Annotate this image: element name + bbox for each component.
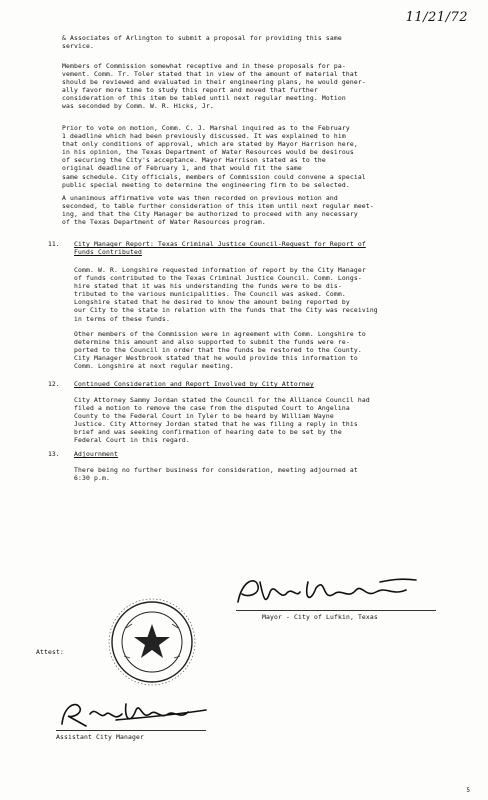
item-11-paragraph-2: Other members of the Commission were in agreement with Comm. Longshire to determine this amount and also supported to submit the funds were re- ported to the Council in order that the funds be restored to the County. City Manager Westbrook stated that he would provide this information to Comm. Longshire at next regular meeting. xyxy=(74,330,366,371)
item-12-paragraph: City Attorney Sammy Jordan stated the Council for the Alliance Council had filed a motion to remove the case from the disputed Court to Angelina County to the Federal Court in Tyler to be heard by William Wayne Justice. City Attorney Jordan stated that he was filing a reply in this brief and was seeking confirmation of hearing date to be set by the Federal Court in this regard. xyxy=(74,396,370,445)
item-heading-11: City Manager Report: Texas Criminal Justice Council-Request for Report of Funds Contributed xyxy=(74,240,366,257)
page-number: 5 xyxy=(466,787,470,794)
item-number-12: 12. xyxy=(48,380,60,388)
item-heading-13: Adjournment xyxy=(74,450,118,458)
item-heading-12: Continued Consideration and Report Involved by City Attorney xyxy=(74,380,314,388)
handwritten-date: 11/21/72 xyxy=(405,10,468,25)
clerk-signature xyxy=(56,696,216,730)
mayor-caption: Mayor - City of Lufkin, Texas xyxy=(262,613,378,621)
paragraph-commission-discussion: Members of Commission somewhat receptive and in these proposals for pa- vement. Comm. Tr. Toler stated that in view of the amount of material that should be reviewed and evaluated in their engineering plans, he would gener- ally favor more time to study this report and moved that further consideration of this item be tabled until next regular meeting. Motion was seconded by Comm. W. R. Hicks, Jr. xyxy=(62,62,366,111)
item-13-paragraph: There being no further business for consideration, meeting adjourned at 6:30 p.m. xyxy=(74,466,358,483)
item-11-paragraph-1: Comm. W. R. Longshire requested information of report by the City Manager of funds contributed to the Texas Criminal Justice Council. Comm. Longs- hire stated that it was his understanding the funds were to be dis- tributed to the various municipalities. The Council was asked. Comm. Longshire stated that he desired to know the amount being reported by our City to the state in relation with the funds that the City was receiving in terms of these funds. xyxy=(74,266,378,323)
item-number-13: 13. xyxy=(48,450,60,458)
paragraph-unanimous-vote: A unanimous affirmative vote was then recorded on previous motion and seconded, to table further consideration of this item until next regular meet- ing, and that the City Manager be authorized to proceed with any necessary of the Texas Department of Water Resources program. xyxy=(62,194,374,227)
paragraph-continuation: & Associates of Arlington to submit a proposal for providing this same service. xyxy=(62,34,342,51)
item-number-11: 11. xyxy=(48,240,60,248)
city-seal-icon xyxy=(108,598,196,686)
paragraph-prior-to-vote: Prior to vote on motion, Comm. C. J. Marshal inquired as to the February 1 deadline which had been previously discussed. It was explained to him that only conditions of approval, which are stated by Mayor Harrison here, in his opinion, the Texas Department of Water Resources would be desirous of securing the City's acceptance. Mayor Harrison stated as to the original deadline of February 1, and that would fit the same same schedule. City officials, members of Commission could convene a special public special meeting to determine the engineering firm to be selected. xyxy=(62,124,366,189)
mayor-signature xyxy=(230,572,430,612)
attest-label: Attest: xyxy=(36,648,64,656)
mayor-signature-line xyxy=(236,610,436,611)
clerk-caption: Assistant City Manager xyxy=(56,733,144,741)
clerk-signature-line xyxy=(56,730,206,731)
